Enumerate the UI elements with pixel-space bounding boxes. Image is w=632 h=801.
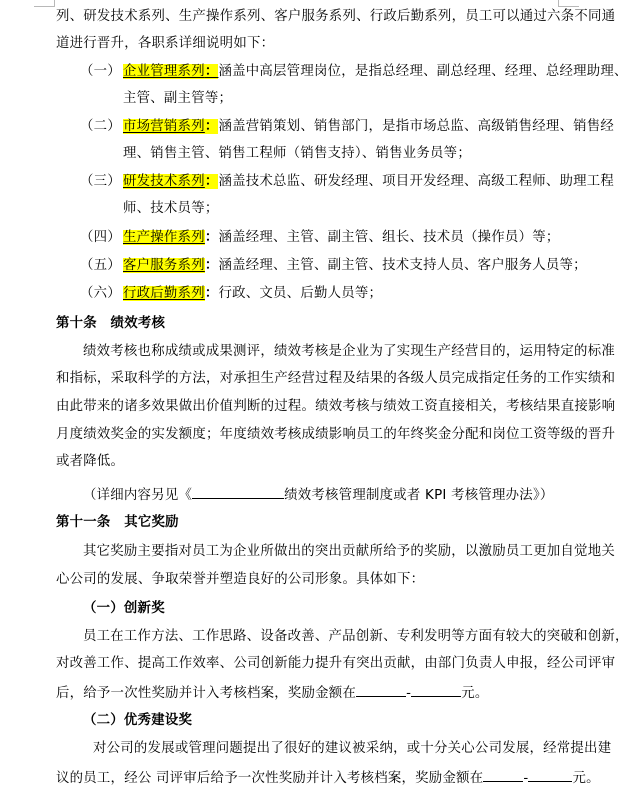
series-item-3-cont: 师、技术员等；	[123, 201, 219, 216]
amount-suffix: 元。	[572, 771, 600, 786]
award-innovation-line-1: 员工在工作方法、工作思路、设备改善、产品创新、专利发明等方面有较大的突破和创新，	[83, 629, 629, 644]
intro-line-2: 道进行晋升，各职系详细说明如下：	[56, 36, 275, 51]
series-label: 行政后勤系列	[123, 286, 205, 301]
series-item-2-cont: 理、销售主管、销售工程师（销售支持）、销售业务员等；	[123, 146, 471, 161]
article-10-para-line-5: 或者降低。	[56, 454, 125, 469]
article-11-heading: 第十一条 其它奖励	[56, 515, 179, 530]
amount-dash: -	[523, 771, 529, 786]
series-item-4	[80, 229, 560, 247]
amount-prefix: 议的员工，经公 司评审后给予一次性奖励并计入考核档案，奖励金额在	[56, 771, 484, 786]
kpi-reference-prefix: （详细内容另见《	[83, 488, 193, 503]
page-corner-mark-left	[34, 0, 55, 7]
series-desc: 涵盖技术总监、研发经理、项目开发经理、高级工程师、助理工程	[218, 174, 615, 189]
series-item-1-cont: 主管、副主管等；	[123, 91, 233, 106]
award-suggestion-amount	[56, 767, 600, 785]
series-number: （五）	[80, 258, 121, 273]
series-number: （一）	[80, 64, 121, 79]
series-label: 企业管理系列	[123, 64, 205, 79]
article-10-para-line-4: 月度绩效奖金的实发额度；年度绩效考核成绩影响员工的年终奖金分配和岗位工资等级的晋升	[56, 427, 616, 442]
series-desc: 涵盖中高层管理岗位，是指总经理、副总经理、经理、总经理助理、	[218, 64, 628, 79]
article-10-heading: 第十条 绩效考核	[56, 316, 166, 331]
series-desc: 行政、文员、后勤人员等；	[218, 286, 383, 301]
kpi-reference	[83, 484, 554, 502]
series-item-2	[80, 118, 614, 136]
series-number: （六）	[80, 286, 121, 301]
amount-dash: -	[406, 686, 412, 701]
series-desc: 涵盖经理、主管、副主管、技术支持人员、客户服务人员等；	[218, 258, 587, 273]
award-innovation-line-2: 对改善工作、提高工作效率、公司创新能力提升有突出贡献，由部门负责人申报，经公司评审	[56, 656, 616, 671]
series-item-5	[80, 257, 587, 275]
article-11-para-line-2: 心公司的发展、争取荣誉并塑造良好的公司形象。具体如下：	[56, 572, 425, 587]
series-item-1	[80, 63, 628, 81]
amount-max-blank[interactable]	[411, 682, 461, 697]
series-number: （四）	[80, 230, 121, 245]
series-number: （三）	[80, 174, 121, 189]
series-colon: ：	[204, 258, 219, 273]
series-colon: ：	[204, 230, 219, 245]
series-desc: 涵盖营销策划、销售部门，是指市场总监、高级销售经理、销售经	[218, 119, 615, 134]
amount-max-blank[interactable]	[528, 767, 572, 782]
amount-prefix: 后，给予一次性奖励并计入考核档案，奖励金额在	[56, 686, 357, 701]
series-colon: ：	[204, 119, 219, 134]
article-10-para-line-2: 和指标，采取科学的方法，对承担生产经营过程及结果的各级人员完成指定任务的工作实绩和	[56, 371, 616, 386]
award-innovation-amount	[56, 682, 488, 700]
kpi-reference-suffix: 绩效考核管理制度或者 KPI 考核管理办法》）	[284, 488, 554, 503]
award-suggestion-title: （二）优秀建设奖	[83, 713, 193, 728]
amount-min-blank[interactable]	[356, 682, 406, 697]
series-item-6	[80, 285, 382, 303]
series-item-3	[80, 173, 614, 191]
series-colon: ：	[204, 64, 219, 79]
series-label: 研发技术系列	[123, 174, 205, 189]
series-number: （二）	[80, 119, 121, 134]
series-label: 生产操作系列	[123, 230, 205, 245]
article-10-para-line-1: 绩效考核也称成绩或成果测评，绩效考核是企业为了实现生产经营目的，运用特定的标准	[83, 344, 615, 359]
amount-suffix: 元。	[461, 686, 489, 701]
series-desc: 涵盖经理、主管、副主管、组长、技术员（操作员）等；	[218, 230, 560, 245]
series-colon: ：	[204, 286, 219, 301]
article-10-para-line-3: 由此带来的诸多效果做出价值判断的过程。绩效考核与绩效工资直接相关，考核结果直接影响	[56, 399, 616, 414]
award-suggestion-line-1: 对公司的发展或管理问题提出了很好的建议被采纳，或十分关心公司发展，经常提出建	[93, 741, 612, 756]
series-label: 市场营销系列	[123, 119, 205, 134]
intro-line-1: 列、研发技术系列、生产操作系列、客户服务系列、行政后勤系列，员工可以通过六条不同通	[56, 9, 616, 24]
page-corner-mark-right	[558, 0, 579, 7]
amount-min-blank[interactable]	[483, 767, 523, 782]
article-11-para-line-1: 其它奖励主要指对员工为企业所做出的突出贡献所给予的奖励，以激励员工更加自觉地关	[83, 544, 615, 559]
series-colon: ：	[204, 174, 219, 189]
kpi-doc-name-blank[interactable]	[192, 484, 284, 499]
award-innovation-title: （一）创新奖	[83, 601, 165, 616]
series-label: 客户服务系列	[123, 258, 205, 273]
